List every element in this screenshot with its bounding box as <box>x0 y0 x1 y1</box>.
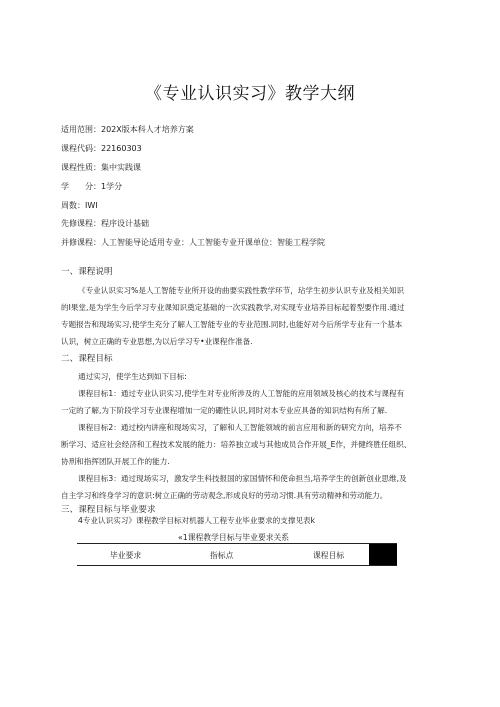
meta-corequisite: 并修课程：人工智能导论适用专业：人工智能专业开课单位：智能工程学院 <box>61 238 325 247</box>
meta-weeks: 周数：IWI <box>61 201 98 210</box>
table-black-cell <box>369 544 397 565</box>
section-1-heading: 一、课程说明 <box>61 267 113 277</box>
goal-3-line: 课程目标3：通过现场实习，激发学生科技报国的家国情怀和使命担当,培养学生的创新创业思维,及 <box>78 474 407 483</box>
section-1-line: 专题报告和现场实习,使学生充分了解人工智能专业的专业范围.同时,也能好对今后所学专业有一个基本 <box>61 320 403 329</box>
section-3-line: 4专业认识实习》课程教学目标对机器人工程专业毕业要求的支撑见表k <box>78 516 316 525</box>
meta-credits: 学 分：1学分 <box>61 182 123 191</box>
table-header-requirement: 毕业要求 <box>110 551 142 560</box>
section-1-line: 的I果堂,是为学生今后学习专业课知识奠定基础的一次实践教学,对实现专业培养目标起着型要作用.通过 <box>61 303 405 312</box>
table-caption: «1课程教学目标与毕业要求关系 <box>178 533 290 542</box>
goal-2-line: 断学习、适应社会经济和工程技术发展的能力：培养独立或与其他成员合作开展_E作，并健终胜任组织、 <box>61 440 412 449</box>
goal-1-line: 课程目标1：通过专业认识实习,使学生对专业所涉及的人工智能的应用领域及核心的技术与课程有 <box>78 389 405 398</box>
section-1-line: 《专业认识实习%是人工智能专业所开设的曲要实践性教学环节，玷学生初步认识专业及相关知识 <box>78 286 405 295</box>
section-2-heading: 二、课程目标 <box>61 354 113 364</box>
goal-2-line: 课程目标2：通过校内讲座和现场实习，了解和人工智能领域的前言应用和新的研究方向，培养不 <box>78 423 402 432</box>
table-header-course-goal: 课程目标 <box>313 551 345 560</box>
goal-2-line: 协刑和指挥团队开展工作的能力. <box>61 457 170 466</box>
meta-scope: 适用范围：202X版本科人才培养方案 <box>61 125 194 134</box>
document-title: 《专业认识实习》教学大纲 <box>145 84 355 104</box>
section-1-line: 认识，树立正确的专业思想,为以后学习专•业课程作准备. <box>61 337 253 346</box>
table-header-indicator: 指标点 <box>210 551 234 560</box>
goals-requirements-table <box>77 543 397 566</box>
meta-course-nature: 课程性质：集中实践课 <box>61 163 141 172</box>
goal-3-line: 自主学习和终身学习的意识:树立正确的劳动观念,形成良好的劳动习惯.具有劳动精神和劳动能力。 <box>61 491 388 500</box>
section-3-heading: 三、课程目标与毕业要求 <box>61 505 156 515</box>
meta-prerequisite: 先修课程：程序设计基础 <box>61 219 149 228</box>
meta-course-code: 课程代码：22160303 <box>61 144 142 153</box>
goal-1-line: 一定的了解,为下阶段学习专业课程增加一定的硼性认识,同时对本专业应具备的知识结构有所了解. <box>61 406 388 415</box>
section-2-intro: 通过实习，使学生达到如下目标: <box>78 372 187 381</box>
